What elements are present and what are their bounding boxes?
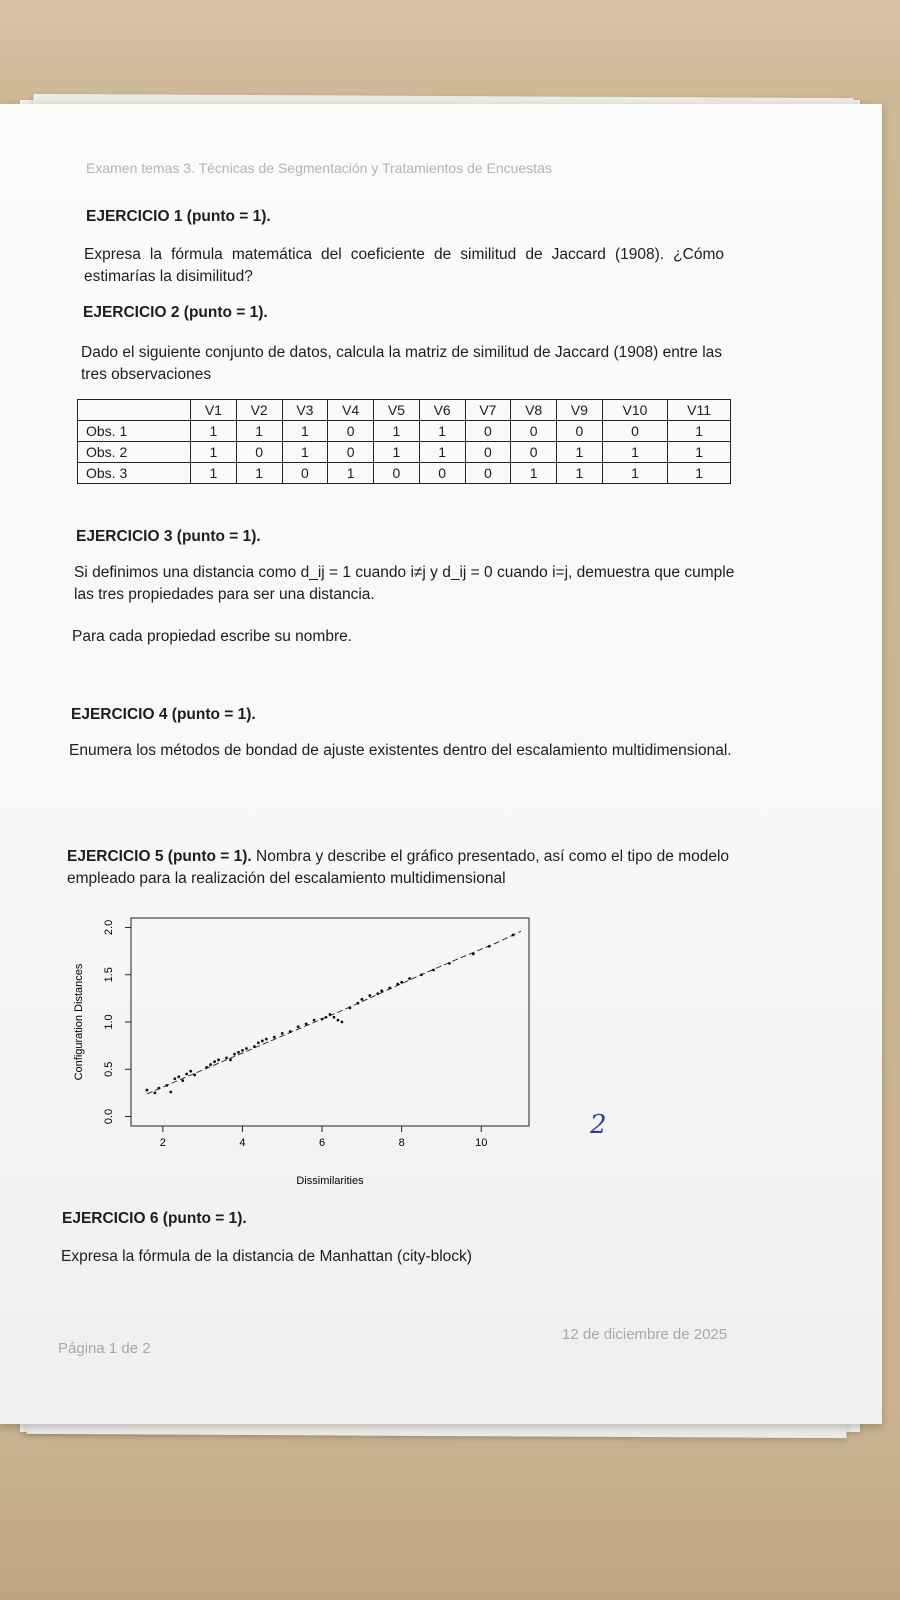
scatter-point: [225, 1057, 228, 1060]
scatter-point: [273, 1036, 276, 1039]
table-cell: 1: [668, 463, 731, 484]
table-cell: 0: [511, 421, 557, 442]
table-cell: 0: [374, 463, 420, 484]
chart-svg: [60, 914, 540, 1194]
table-cell: 0: [236, 442, 282, 463]
scatter-point: [181, 1079, 184, 1082]
scatter-point: [177, 1075, 180, 1078]
table-header-row: [78, 400, 731, 421]
scatter-point: [281, 1032, 284, 1035]
y-tick-label: 0.5: [103, 1061, 115, 1077]
scatter-point: [169, 1091, 172, 1094]
scatter-point: [329, 1013, 332, 1016]
table-cell: 1: [511, 463, 557, 484]
fit-line: [147, 931, 521, 1094]
table-cell: 1: [602, 442, 667, 463]
exercise-2-title: EJERCICIO 2 (punto = 1).: [83, 304, 268, 321]
table-cell: 1: [191, 463, 237, 484]
scatter-point: [153, 1092, 156, 1095]
table-cell: 1: [419, 442, 465, 463]
scatter-point: [245, 1047, 248, 1050]
column-header: V5: [374, 400, 420, 421]
x-tick-label: 6: [318, 1137, 326, 1149]
column-header: V3: [282, 400, 328, 421]
table-cell: 0: [419, 463, 465, 484]
table-cell: 1: [191, 442, 237, 463]
scatter-point: [376, 992, 379, 995]
table-cell: 0: [328, 421, 374, 442]
plot-frame: [131, 918, 529, 1126]
scatter-point: [325, 1016, 328, 1019]
scatter-point: [472, 953, 475, 956]
exercise-6-title: EJERCICIO 6 (punto = 1).: [62, 1210, 247, 1227]
column-header: V1: [191, 400, 237, 421]
scatter-point: [349, 1006, 352, 1009]
x-axis-label: Dissimilarities: [296, 1175, 364, 1187]
scatter-point: [356, 1002, 359, 1005]
table-cell: 1: [328, 463, 374, 484]
shepard-diagram: [60, 914, 540, 1194]
scatter-point: [189, 1070, 192, 1073]
scatter-point: [512, 934, 515, 937]
y-tick-label: 0.0: [103, 1108, 115, 1125]
exam-date: 12 de diciembre de 2025: [562, 1326, 728, 1343]
table-cell: 0: [465, 421, 511, 442]
y-tick-label: 1.0: [103, 1014, 115, 1030]
table-cell: 1: [557, 442, 603, 463]
table-cell: 0: [465, 442, 511, 463]
x-tick-label: 4: [239, 1137, 246, 1149]
exam-page: [0, 104, 882, 1424]
row-label: Obs. 2: [78, 442, 191, 463]
scatter-point: [233, 1053, 236, 1056]
exercise-1-text: Expresa la fórmula matemática del coeficiente de similitud de Jaccard (1908). ¿Cómo estimarías la disimilitud?: [84, 246, 724, 285]
table-cell: 1: [419, 421, 465, 442]
scatter-point: [173, 1077, 176, 1080]
table-cell: 1: [557, 463, 603, 484]
scatter-point: [396, 983, 399, 986]
page-number: Página 1 de 2: [58, 1340, 151, 1357]
scatter-point: [193, 1074, 196, 1077]
table-cell: 1: [374, 442, 420, 463]
scatter-point: [209, 1063, 212, 1066]
scatter-point: [157, 1087, 160, 1090]
table-cell: 1: [668, 421, 731, 442]
exercise-3-text: Si definimos una distancia como d_ij = 1 cuando i≠j y d_ij = 0 cuando i=j, demuestra que cumple las tres propiedades para ser una distancia.: [74, 564, 735, 603]
y-axis-label: Configuration Distances: [73, 963, 85, 1081]
table-cell: 0: [465, 463, 511, 484]
column-header: V2: [236, 400, 282, 421]
column-header: V7: [465, 400, 511, 421]
exercise-3-title: EJERCICIO 3 (punto = 1).: [76, 528, 261, 545]
table-cell: 0: [282, 463, 328, 484]
scatter-point: [185, 1073, 188, 1076]
scatter-point: [321, 1018, 324, 1021]
column-header: V10: [602, 400, 667, 421]
scatter-point: [488, 945, 491, 948]
column-header: V6: [419, 400, 465, 421]
exercise-4-text: Enumera los métodos de bondad de ajuste existentes dentro del escalamiento multidimensional.: [69, 742, 732, 759]
scatter-point: [408, 977, 411, 980]
scatter-point: [257, 1041, 260, 1044]
table-row: [78, 442, 731, 463]
scatter-point: [205, 1066, 208, 1069]
scatter-point: [432, 969, 435, 972]
scatter-point: [241, 1049, 244, 1052]
scatter-point: [305, 1022, 308, 1025]
exercise-5-title: EJERCICIO 5 (punto = 1).: [67, 848, 252, 865]
scatter-point: [237, 1051, 240, 1054]
scatter-point: [420, 973, 423, 976]
scatter-point: [289, 1030, 292, 1033]
scatter-point: [341, 1021, 344, 1024]
column-header: V4: [328, 400, 374, 421]
table-cell: 1: [191, 421, 237, 442]
table-cell: 0: [602, 421, 667, 442]
table-cell: 0: [511, 442, 557, 463]
scatter-point: [165, 1084, 168, 1087]
scatter-point: [337, 1019, 340, 1022]
exercise-6-text: Expresa la fórmula de la distancia de Manhattan (city-block): [61, 1248, 472, 1265]
y-tick-label: 2.0: [103, 919, 115, 936]
y-tick-label: 1.5: [103, 967, 115, 983]
exercise-5-text: Nombra y describe el gráfico presentado, así como el tipo de modelo empleado para la realización del escalamiento multidimensional: [67, 848, 730, 887]
scatter-point: [333, 1016, 336, 1019]
scatter-point: [388, 987, 391, 990]
scatter-point: [229, 1058, 232, 1061]
table-cell: 1: [374, 421, 420, 442]
x-tick-label: 8: [398, 1137, 405, 1149]
scatter-point: [368, 994, 371, 997]
x-tick-label: 2: [159, 1137, 166, 1149]
observations-table: [77, 399, 731, 484]
scatter-point: [253, 1045, 256, 1048]
scatter-point: [400, 981, 403, 984]
table-cell: 1: [282, 442, 328, 463]
table-row: [78, 421, 731, 442]
table-cell: 1: [236, 463, 282, 484]
exercise-4-title: EJERCICIO 4 (punto = 1).: [71, 706, 256, 723]
row-label: Obs. 3: [78, 463, 191, 484]
table-cell: 0: [557, 421, 603, 442]
column-header: V9: [557, 400, 603, 421]
exercise-1-title: EJERCICIO 1 (punto = 1).: [86, 208, 271, 225]
x-tick-label: 10: [475, 1137, 488, 1149]
table-corner-cell: [78, 400, 191, 421]
scatter-point: [213, 1060, 216, 1063]
scatter-point: [313, 1019, 316, 1022]
scatter-point: [217, 1058, 220, 1061]
scatter-point: [448, 962, 451, 965]
table-cell: 1: [236, 421, 282, 442]
table-cell: 1: [668, 442, 731, 463]
scatter-point: [265, 1038, 268, 1041]
table-row: [78, 463, 731, 484]
handwritten-note: 2: [590, 1110, 607, 1140]
table-cell: 1: [282, 421, 328, 442]
exam-header: Examen temas 3. Técnicas de Segmentación y Tratamientos de Encuestas: [86, 160, 552, 176]
exercise-2-text: Dado el siguiente conjunto de datos, calcula la matriz de similitud de Jaccard (1908) entre las tres observaciones: [81, 344, 723, 383]
exercise-3-text2: Para cada propiedad escribe su nombre.: [72, 628, 353, 645]
scatter-point: [360, 998, 363, 1001]
scatter-point: [297, 1025, 300, 1028]
scatter-point: [146, 1089, 149, 1092]
table-cell: 0: [328, 442, 374, 463]
exercise-5-block: [67, 846, 747, 890]
scatter-point: [261, 1040, 264, 1043]
column-header: V11: [668, 400, 731, 421]
scatter-point: [380, 989, 383, 992]
column-header: V8: [511, 400, 557, 421]
row-label: Obs. 1: [78, 421, 191, 442]
table-cell: 1: [602, 463, 667, 484]
